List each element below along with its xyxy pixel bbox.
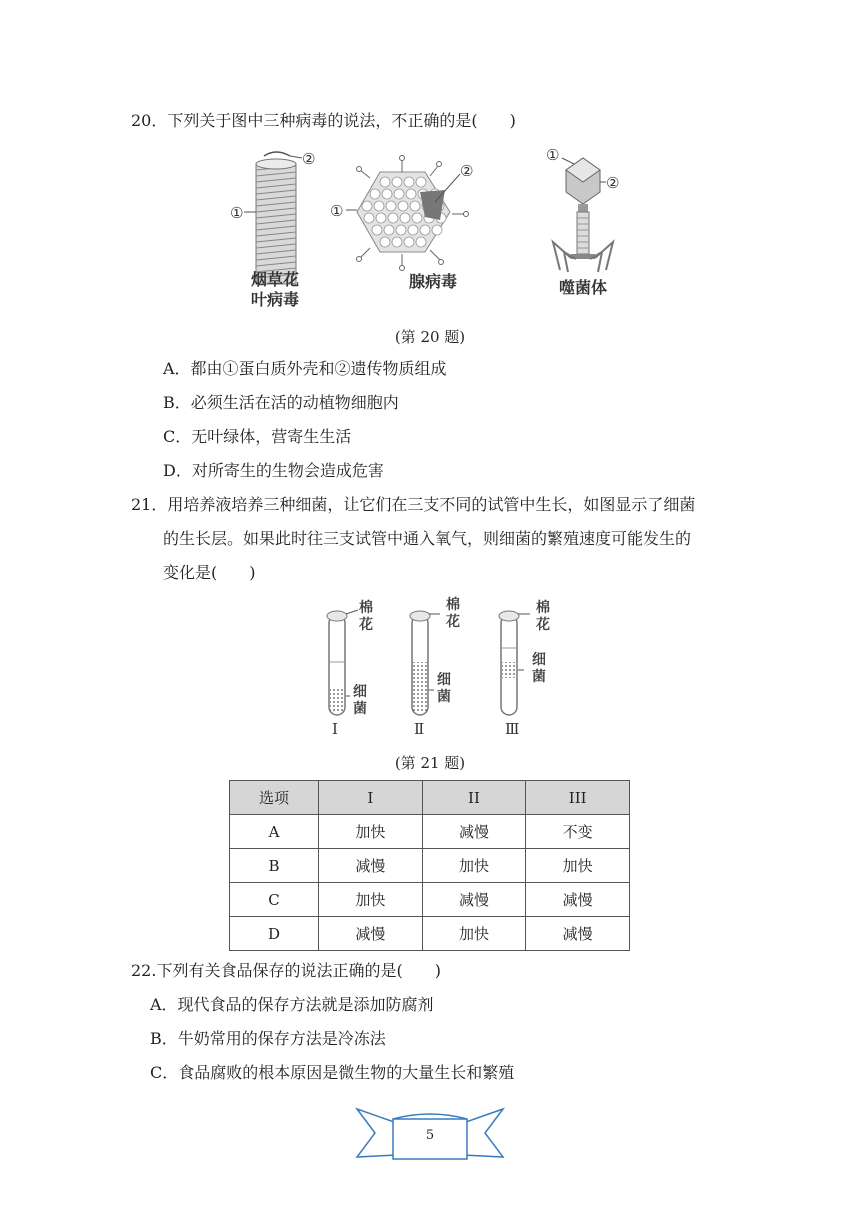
tmv-marker-2: ② [302, 150, 316, 168]
tube1-cotton-char1: 棉 [359, 600, 373, 616]
table-row [230, 883, 630, 917]
table-row [230, 849, 630, 883]
table-header-row [230, 781, 630, 815]
table-header-cell: I [319, 781, 423, 815]
adenovirus-label: 腺病毒 [408, 272, 457, 291]
tube1-bacteria-char2: 菌 [353, 701, 367, 717]
tube3-bacteria-label [531, 652, 547, 686]
table-header-cell: III [526, 781, 630, 815]
tube2-cotton-char2: 花 [446, 614, 460, 630]
q21-stem-line2: 的生长层。如果此时往三支试管中通入氧气，则细菌的繁殖速度可能发生的 [163, 529, 692, 548]
q21-options-table [229, 780, 630, 951]
tube2-bacteria-char2: 菌 [437, 689, 451, 705]
q20-option-d: D．对所寄生的生物会造成危害 [163, 461, 384, 480]
q20-option-b: B．必须生活在活的动植物细胞内 [163, 393, 399, 412]
phage-marker-1: ① [546, 146, 560, 164]
table-cell: 加快 [422, 849, 526, 883]
table-cell: 不变 [526, 815, 630, 849]
tube2-bacteria-label [436, 672, 452, 706]
bacteriophage-drawing [553, 158, 613, 272]
adenovirus-drawing [346, 156, 469, 271]
tube2-cotton-char1: 棉 [446, 597, 460, 613]
table-cell: 减慢 [319, 849, 423, 883]
tmv-marker-1: ① [230, 204, 244, 222]
q22-option-c: C．食品腐败的根本原因是微生物的大量生长和繁殖 [150, 1063, 515, 1082]
tube1-cotton-char2: 花 [359, 617, 373, 633]
tube2-numeral: Ⅱ [414, 720, 425, 738]
q20-caption: (第 20 题) [394, 328, 466, 346]
adeno-marker-2: ② [460, 162, 474, 180]
tmv-label-line2: 叶病毒 [250, 290, 299, 309]
table-cell: B [230, 849, 319, 883]
table-cell: 加快 [422, 917, 526, 951]
table-row [230, 917, 630, 951]
tube2-cotton-label [445, 597, 461, 631]
tmv-label-line1: 烟草花 [250, 270, 299, 289]
q21-stem-line3: 变化是( ) [163, 563, 256, 582]
tube1-bacteria-label [352, 684, 368, 718]
q22-option-b: B．牛奶常用的保存方法是冷冻法 [150, 1029, 386, 1048]
q20-option-a: A．都由①蛋白质外壳和②遗传物质组成 [163, 359, 447, 378]
table-cell: 加快 [319, 883, 423, 917]
page-number: 5 [425, 1128, 435, 1143]
table-cell: D [230, 917, 319, 951]
bacteriophage-label: 噬菌体 [558, 278, 607, 297]
table-cell: 加快 [526, 849, 630, 883]
q21-stem-line1: 21．用培养液培养三种细菌，让它们在三支不同的试管中生长，如图显示了细菌 [131, 495, 696, 514]
table-cell: 减慢 [422, 883, 526, 917]
table-cell: C [230, 883, 319, 917]
table-row [230, 815, 630, 849]
table-cell: 减慢 [319, 917, 423, 951]
table-header-cell: II [422, 781, 526, 815]
tube3-cotton-label [535, 600, 551, 634]
adeno-marker-1: ① [330, 202, 344, 220]
tube3-cotton-char1: 棉 [536, 600, 550, 616]
tube3-cotton-char2: 花 [536, 617, 550, 633]
tube1-bacteria-char1: 细 [353, 684, 367, 700]
tmv-label [240, 270, 310, 310]
tube3-bacteria-char1: 细 [532, 652, 546, 668]
phage-marker-2: ② [606, 174, 620, 192]
tube2-bacteria-char1: 细 [437, 672, 451, 688]
table-header-cell: 选项 [230, 781, 319, 815]
tube1-numeral: Ⅰ [332, 720, 338, 738]
table-cell: 减慢 [526, 917, 630, 951]
tube3-numeral: Ⅲ [505, 720, 520, 738]
tobacco-mosaic-virus-drawing [244, 152, 302, 284]
q22-option-a: A．现代食品的保存方法就是添加防腐剂 [150, 995, 434, 1014]
q22-stem: 22.下列有关食品保存的说法正确的是( ) [131, 961, 441, 980]
test-tube-3 [499, 611, 530, 715]
q20-option-c: C．无叶绿体，营寄生生活 [163, 427, 352, 446]
tube3-bacteria-char2: 菌 [532, 669, 546, 685]
table-cell: 减慢 [526, 883, 630, 917]
table-cell: A [230, 815, 319, 849]
tube1-cotton-label [358, 600, 374, 634]
q21-caption: (第 21 题) [394, 754, 466, 772]
table-cell: 加快 [319, 815, 423, 849]
table-cell: 减慢 [422, 815, 526, 849]
q20-stem: 20．下列关于图中三种病毒的说法，不正确的是( ) [131, 111, 516, 130]
